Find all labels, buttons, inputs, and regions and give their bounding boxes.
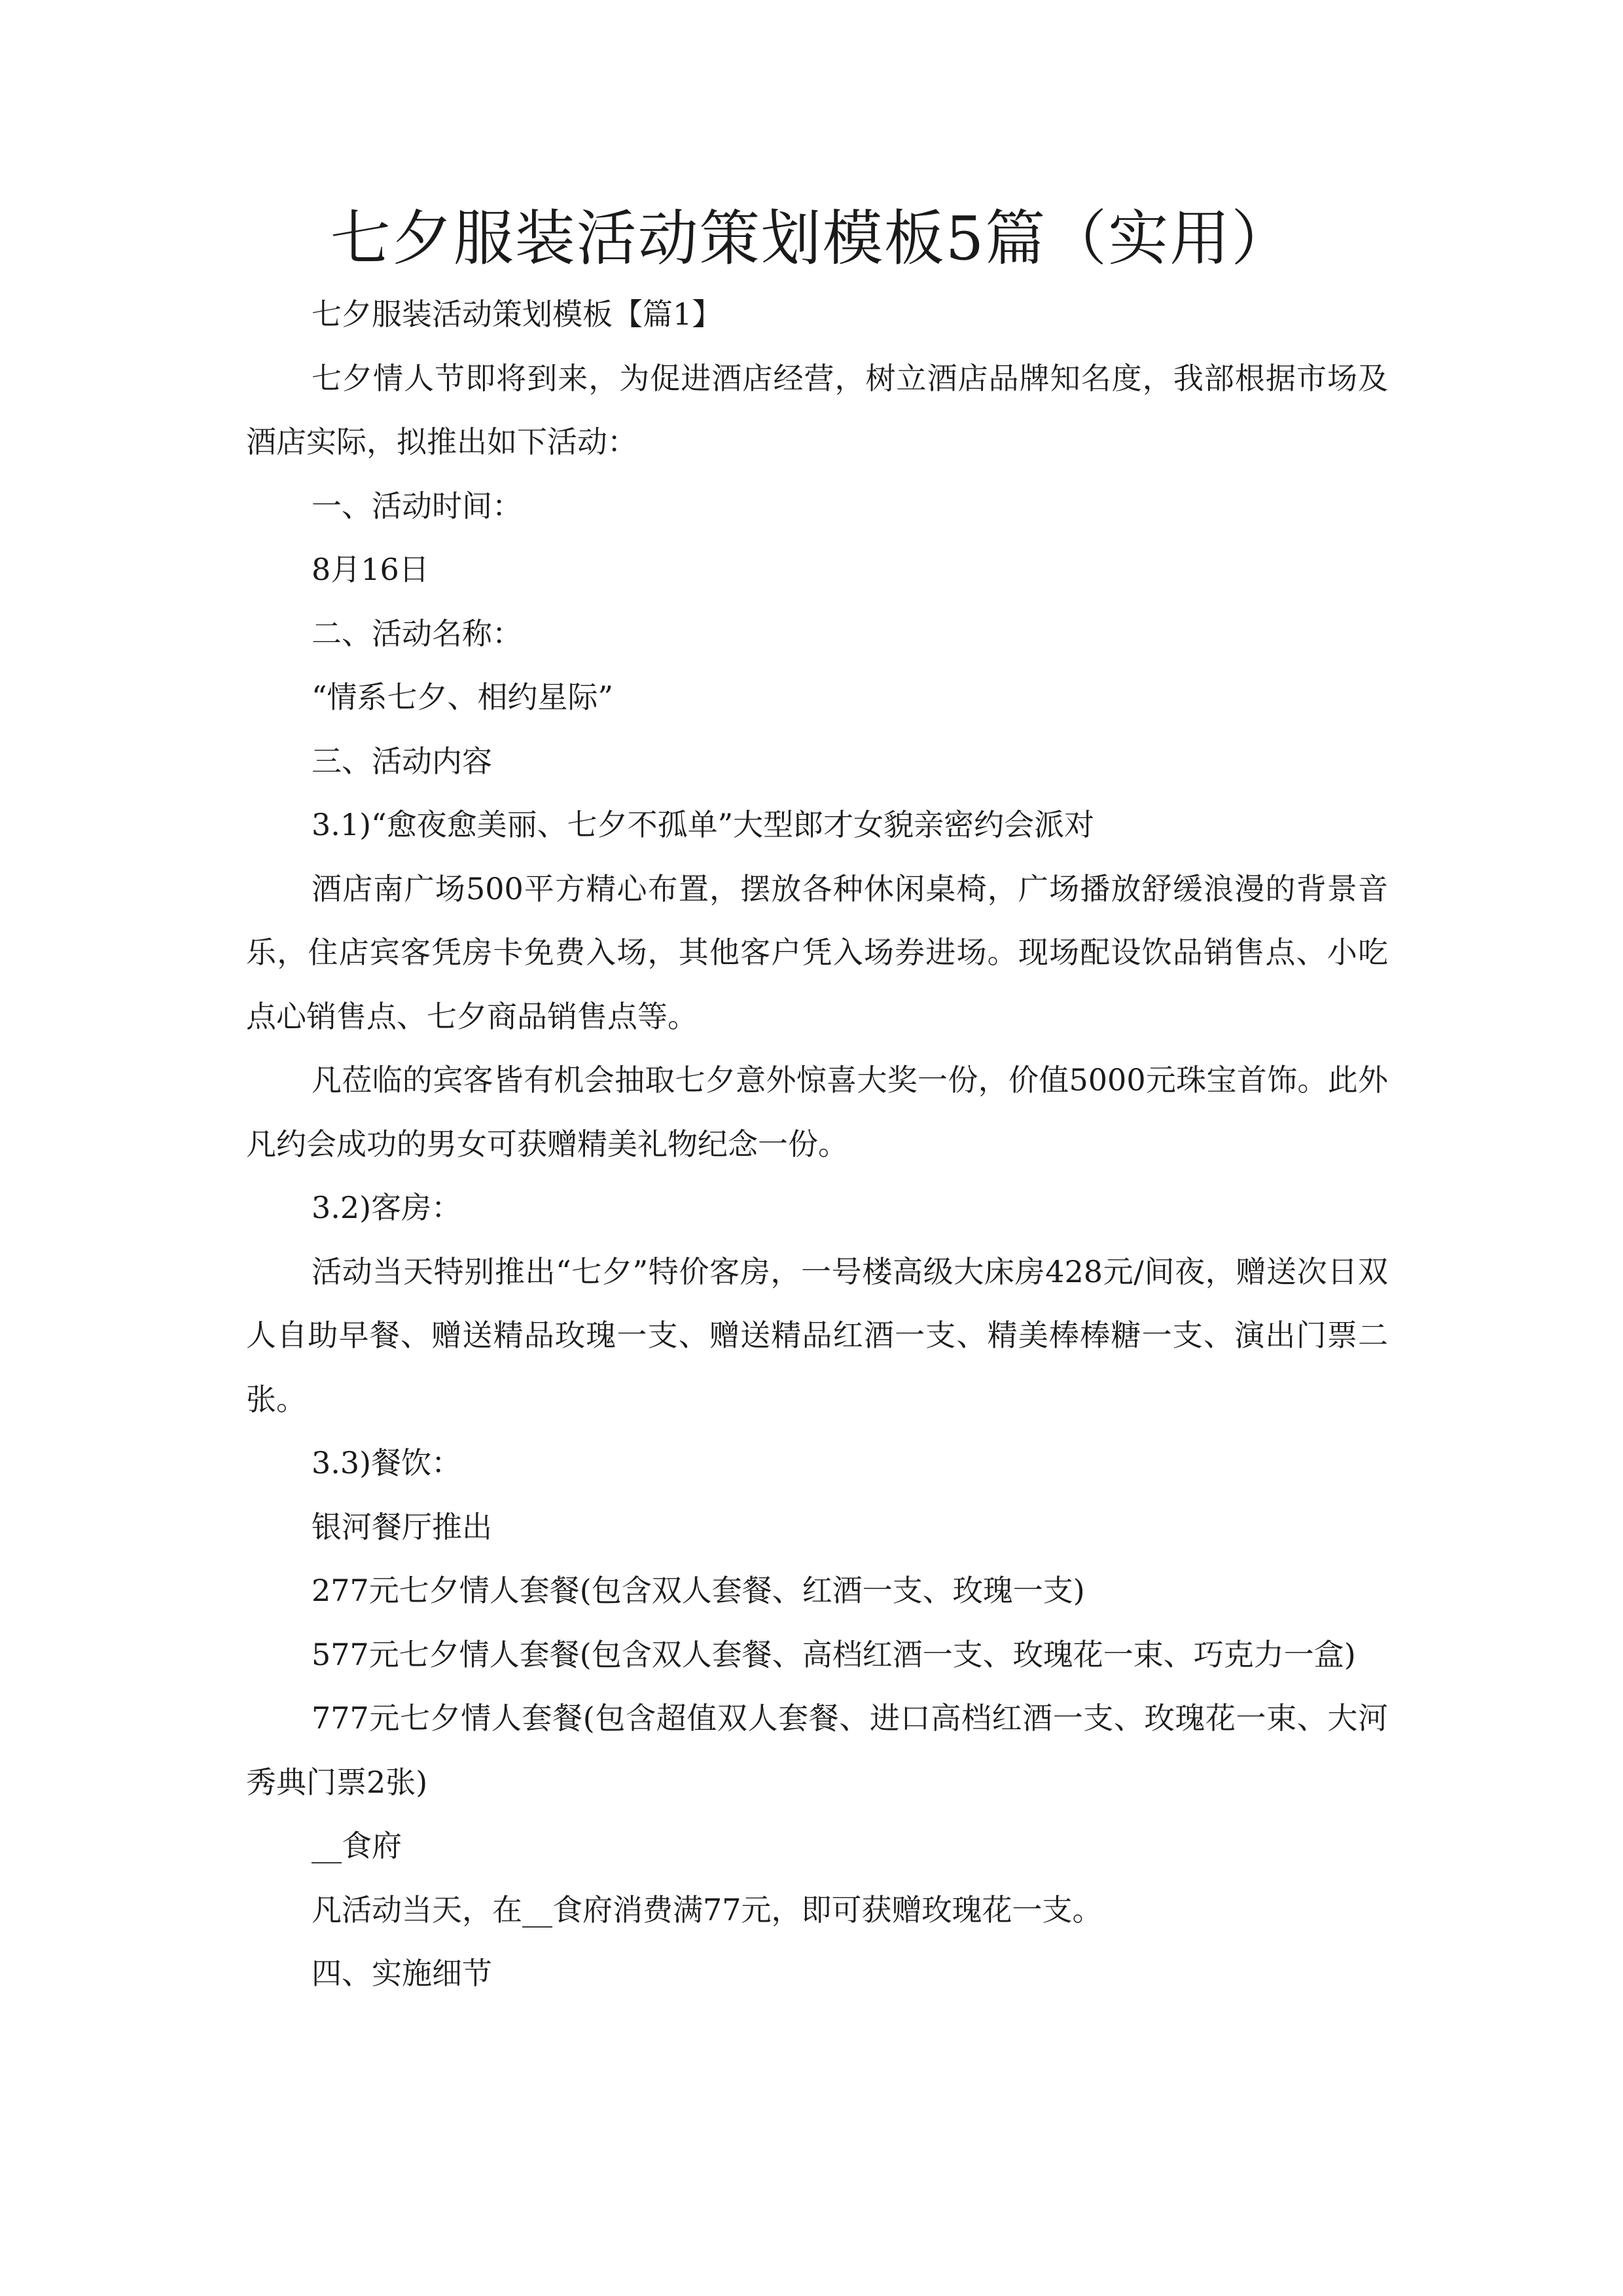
food-house-offer: 凡活动当天，在__食府消费满77元，即可获赠玫瑰花一支。 [312, 1892, 1103, 1928]
subheading-party: 3.1)“愈夜愈美丽、七夕不孤单”大型郎才女貌亲密约会派对 [312, 807, 1095, 842]
rooms-paragraph: 活动当天特别推出“七夕”特价客房，一号楼高级大床房428元/间夜，赠送次日双人自助早餐、赠送精品玫瑰一支、赠送精品红酒一支、精美棒棒糖一支、演出门票二张。 [246, 1253, 1388, 1417]
food-house-name: __食府 [312, 1828, 402, 1863]
prize-paragraph: 凡莅临的宾客皆有机会抽取七夕意外惊喜大奖一份，价值5000元珠宝首饰。此外凡约会成功的男女可获赠精美礼物纪念一份。 [246, 1062, 1388, 1162]
activity-name: “情系七夕、相约星际” [312, 679, 614, 715]
party-details-paragraph: 酒店南广场500平方精心布置，摆放各种休闲桌椅，广场播放舒缓浪漫的背景音乐，住店宾客凭房卡免费入场，其他客户凭入场券进场。现场配设饮品销售点、小吃点心销售点、七夕商品销售点等。 [246, 870, 1388, 1034]
section-heading-part-1: 七夕服装活动策划模板【篇1】 [312, 296, 722, 332]
intro-paragraph: 七夕情人节即将到来，为促进酒店经营，树立酒店品牌知名度，我部根据市场及酒店实际，拟推出如下活动： [246, 360, 1388, 459]
heading-activity-name: 二、活动名称： [312, 615, 522, 651]
activity-date: 8月16日 [312, 552, 429, 587]
subheading-rooms: 3.2)客房： [312, 1190, 462, 1225]
document-title: 七夕服装活动策划模板5篇（实用） [330, 204, 1293, 274]
heading-activity-time: 一、活动时间： [312, 488, 522, 524]
set-meal-777: 777元七夕情人套餐(包含超值双人套餐、进口高档红酒一支、玫瑰花一束、大河秀典门票2张) [246, 1700, 1388, 1800]
set-meal-277: 277元七夕情人套餐(包含双人套餐、红酒一支、玫瑰一支) [312, 1573, 1085, 1608]
restaurant-name: 银河餐厅推出 [312, 1509, 492, 1545]
heading-implementation: 四、实施细节 [312, 1956, 492, 1991]
set-meal-577: 577元七夕情人套餐(包含双人套餐、高档红酒一支、玫瑰花一束、巧克力一盒) [312, 1636, 1356, 1672]
heading-activity-content: 三、活动内容 [312, 743, 492, 779]
document-body [246, 283, 1388, 2006]
subheading-dining: 3.3)餐饮： [312, 1445, 462, 1480]
